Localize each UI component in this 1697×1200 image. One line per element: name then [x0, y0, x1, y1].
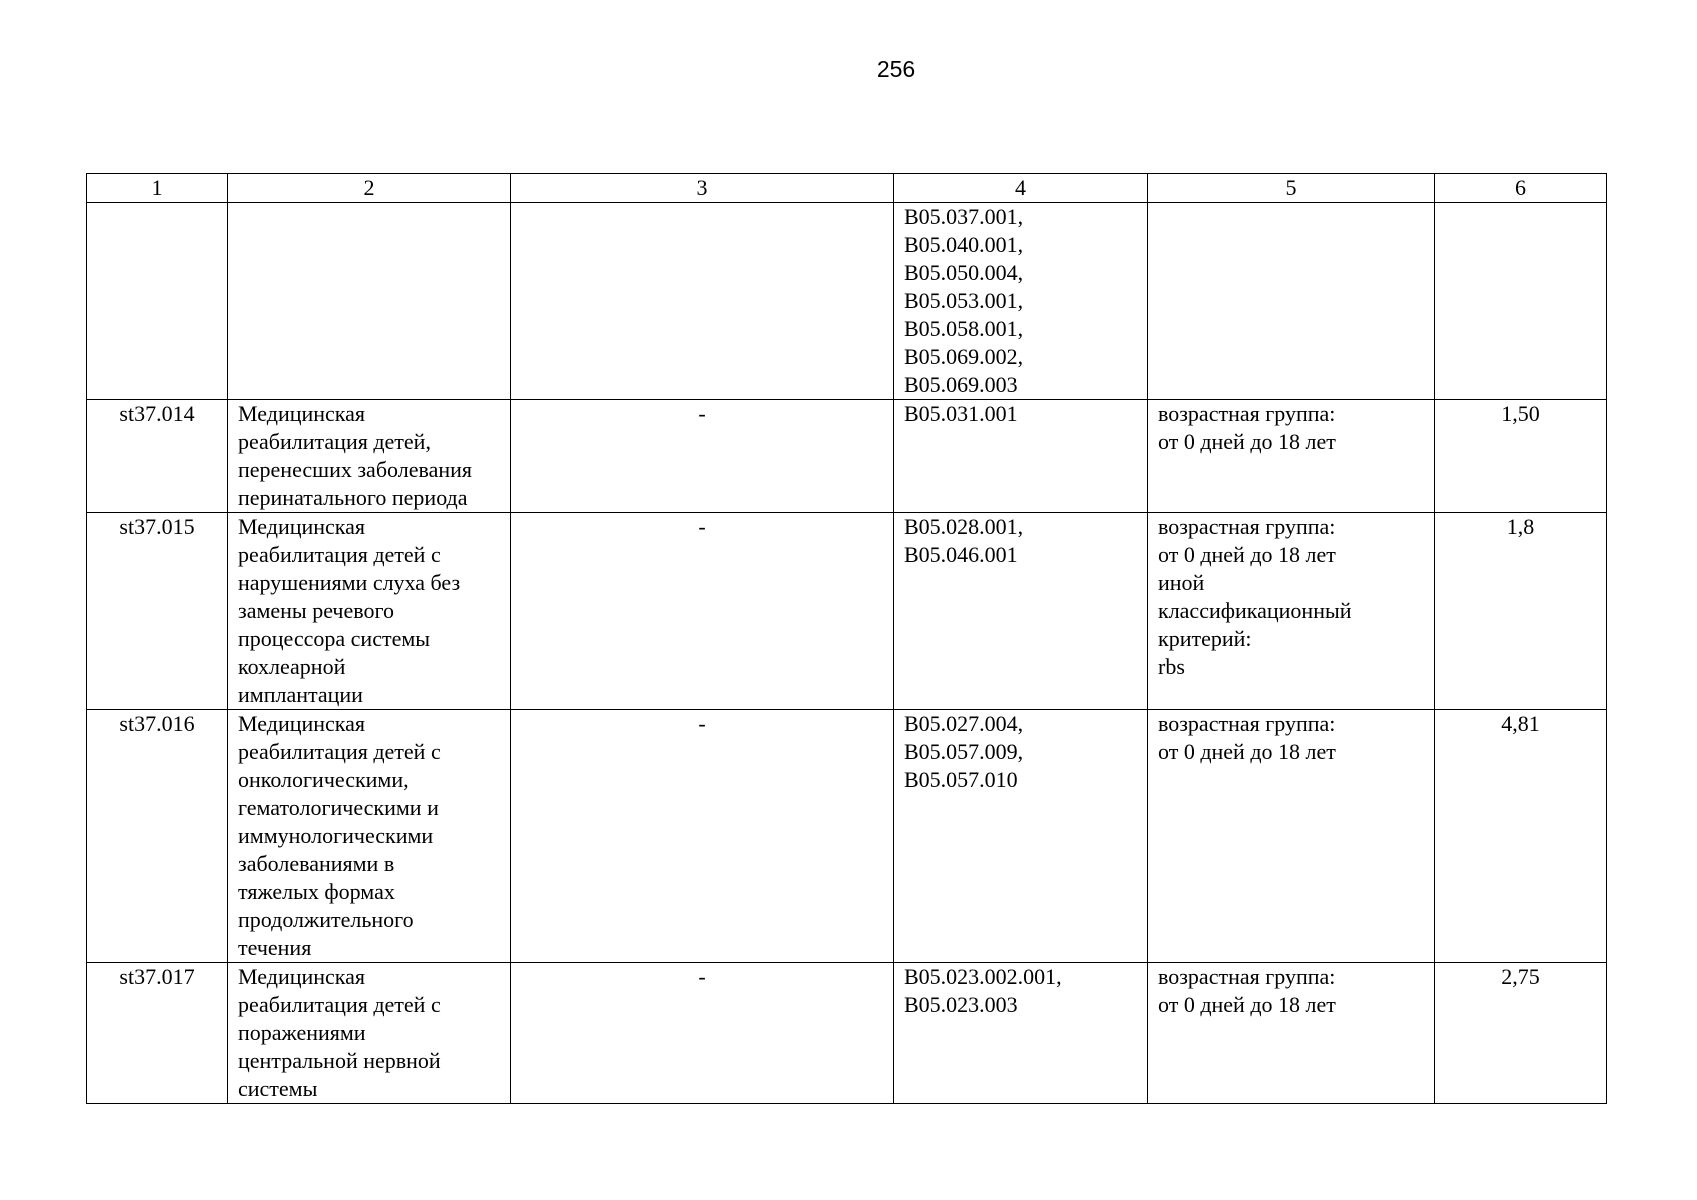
column-header: 2: [228, 174, 511, 203]
code-cell: st37.017: [87, 963, 228, 1104]
coefficient-cell: 1,8: [1435, 513, 1607, 710]
coefficient-cell: 2,75: [1435, 963, 1607, 1104]
code-cell: st37.014: [87, 400, 228, 513]
column-header: 1: [87, 174, 228, 203]
tariff-table: [86, 173, 1607, 1104]
coefficient-cell: 1,50: [1435, 400, 1607, 513]
criteria-cell: возрастная группа: от 0 дней до 18 лет иной классификационный критерий: rbs: [1148, 513, 1435, 710]
table-row: [87, 963, 1607, 1104]
col3-cell: -: [511, 400, 894, 513]
services-cell: B05.031.001: [894, 400, 1148, 513]
name-cell: Медицинская реабилитация детей с онкологическими, гематологическими и иммунологическими заболеваниями в тяжелых формах продолжительного течения: [228, 710, 511, 963]
code-cell: [87, 203, 228, 400]
coefficient-cell: 4,81: [1435, 710, 1607, 963]
services-cell: B05.037.001, B05.040.001, B05.050.004, B05.053.001, B05.058.001, B05.069.002, B05.069.003: [894, 203, 1148, 400]
code-cell: st37.015: [87, 513, 228, 710]
table-row: [87, 710, 1607, 963]
table-row-continuation: [87, 203, 1607, 400]
criteria-cell: возрастная группа: от 0 дней до 18 лет: [1148, 710, 1435, 963]
column-header: 5: [1148, 174, 1435, 203]
col3-cell: -: [511, 963, 894, 1104]
col3-cell: -: [511, 513, 894, 710]
criteria-cell: возрастная группа: от 0 дней до 18 лет: [1148, 963, 1435, 1104]
services-cell: B05.023.002.001, B05.023.003: [894, 963, 1148, 1104]
column-header: 6: [1435, 174, 1607, 203]
table-row: [87, 400, 1607, 513]
column-header: 4: [894, 174, 1148, 203]
criteria-cell: [1148, 203, 1435, 400]
criteria-cell: возрастная группа: от 0 дней до 18 лет: [1148, 400, 1435, 513]
column-header: 3: [511, 174, 894, 203]
table-row: [87, 513, 1607, 710]
name-cell: Медицинская реабилитация детей с нарушениями слуха без замены речевого процессора системы кохлеарной имплантации: [228, 513, 511, 710]
page-number: 256: [876, 56, 916, 82]
table-header-row: [87, 174, 1607, 203]
coefficient-cell: [1435, 203, 1607, 400]
col3-cell: [511, 203, 894, 400]
name-cell: Медицинская реабилитация детей с поражениями центральной нервной системы: [228, 963, 511, 1104]
name-cell: Медицинская реабилитация детей, перенесших заболевания перинатального периода: [228, 400, 511, 513]
col3-cell: -: [511, 710, 894, 963]
services-cell: B05.028.001, B05.046.001: [894, 513, 1148, 710]
name-cell: [228, 203, 511, 400]
services-cell: B05.027.004, B05.057.009, B05.057.010: [894, 710, 1148, 963]
code-cell: st37.016: [87, 710, 228, 963]
